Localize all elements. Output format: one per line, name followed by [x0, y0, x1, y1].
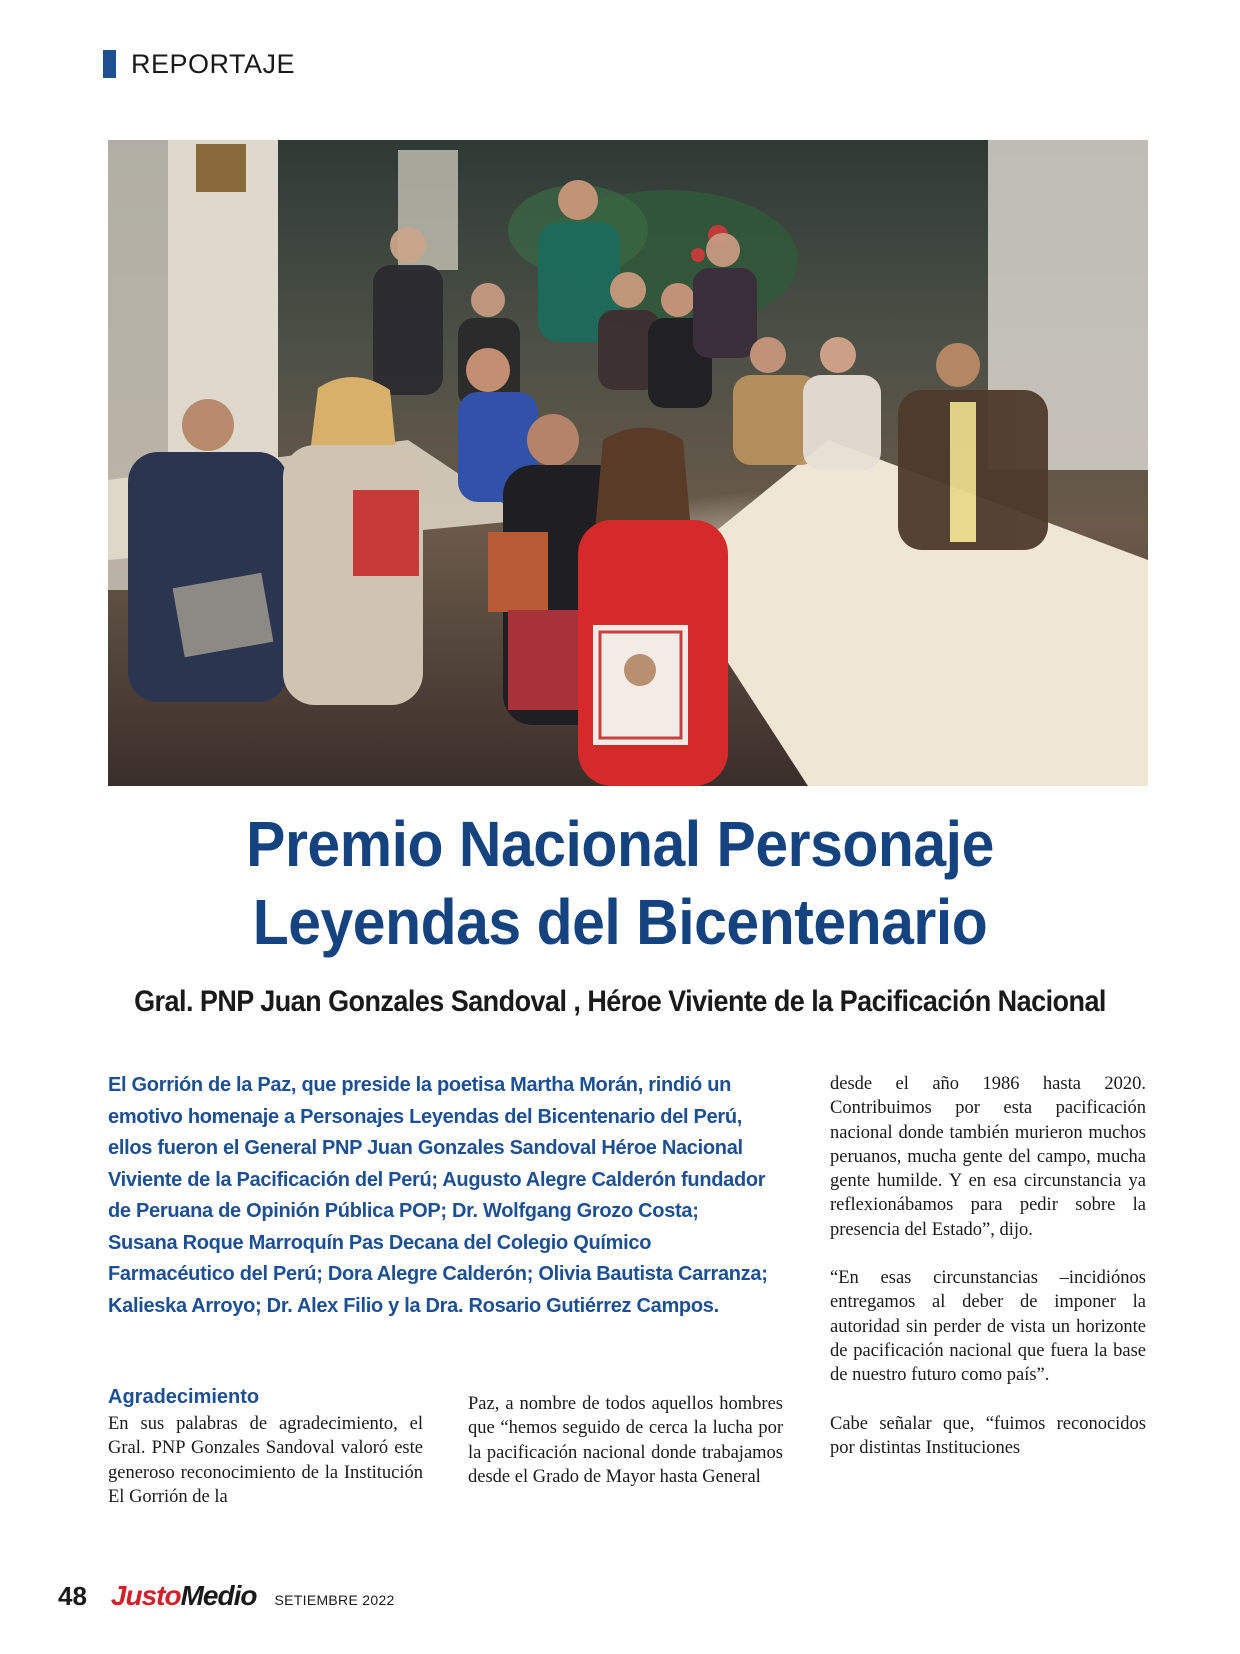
subhead-agradecimiento: Agradecimiento — [108, 1386, 260, 1408]
article-photo — [108, 140, 1148, 786]
title-line-1: Premio Nacional Personaje — [246, 808, 994, 880]
section-tag — [103, 46, 295, 82]
page-footer — [58, 1580, 395, 1616]
section-label: REPORTAJE — [131, 48, 296, 79]
column-1-text: En sus palabras de agradecimiento, el Gral. PNP Gonzales Sandoval valoró este generoso reconocimiento de la Institución El Gorrión de la — [108, 1414, 423, 1507]
title-line-2: Leyendas del Bicentenario — [252, 886, 988, 958]
section-bar — [103, 50, 116, 78]
article-title — [50, 805, 1191, 961]
logo-medio: Medio — [180, 1580, 257, 1611]
magazine-logo — [111, 1580, 257, 1612]
column-3-paragraph-2: “En esas circunstancias –incidiónos entregamos al deber de imponer la autoridad sin perder de vista un horizonte de pacificación nacional que fuera la base de nuestro futuro como país”. — [830, 1268, 1146, 1386]
article-subtitle: Gral. PNP Juan Gonzales Sandoval , Héroe Viviente de la Pacificación Nacional — [134, 985, 1106, 1018]
article-lead: El Gorrión de la Paz, que preside la poetisa Martha Morán, rindió un emotivo homenaje a Personajes Leyendas del Bicentenario del Perú, ellos fueron el General PNP Juan Gonzales Sandoval Héroe Nacional Viviente de la Pacificación del Perú; Augusto Alegre Calderón fundador de Peruana de Opinión Pública POP; Dr. Wolfgang Grozo Costa; Susana Roque Marroquín Pas Decana del Colegio Químico Farmacéutico del Perú; Dora Alegre Calderón; Olivia Bautista Carranza; Kalieska Arroyo; Dr. Alex Filio y la Dra. Rosario Gutiérrez Campos. — [108, 1074, 768, 1317]
column-1 — [108, 1384, 423, 1509]
column-3-paragraph-3: Cabe señalar que, “fuimos reconocidos por distintas Instituciones — [830, 1413, 1146, 1458]
photo-illustration — [108, 140, 1148, 786]
column-3 — [830, 1072, 1146, 1460]
logo-justo: Justo — [110, 1580, 181, 1611]
column-2-text: Paz, a nombre de todos aquellos hombres que “hemos seguido de cerca la lucha por la pacificación nacional donde trabajamos desde el Grado de Mayor hasta General — [468, 1394, 783, 1487]
page-number: 48 — [58, 1581, 87, 1611]
column-2 — [468, 1392, 783, 1489]
issue-date: SETIEMBRE 2022 — [274, 1592, 395, 1608]
column-3-paragraph-1: desde el año 1986 hasta 2020. Contribuimos por esta pacificación nacional donde también murieron muchos peruanos, mucha gente del campo, mucha gente humilde. Y en esa circunstancia ya reflexionábamos para pedir sobre la presencia del Estado”, dijo. — [830, 1074, 1146, 1240]
